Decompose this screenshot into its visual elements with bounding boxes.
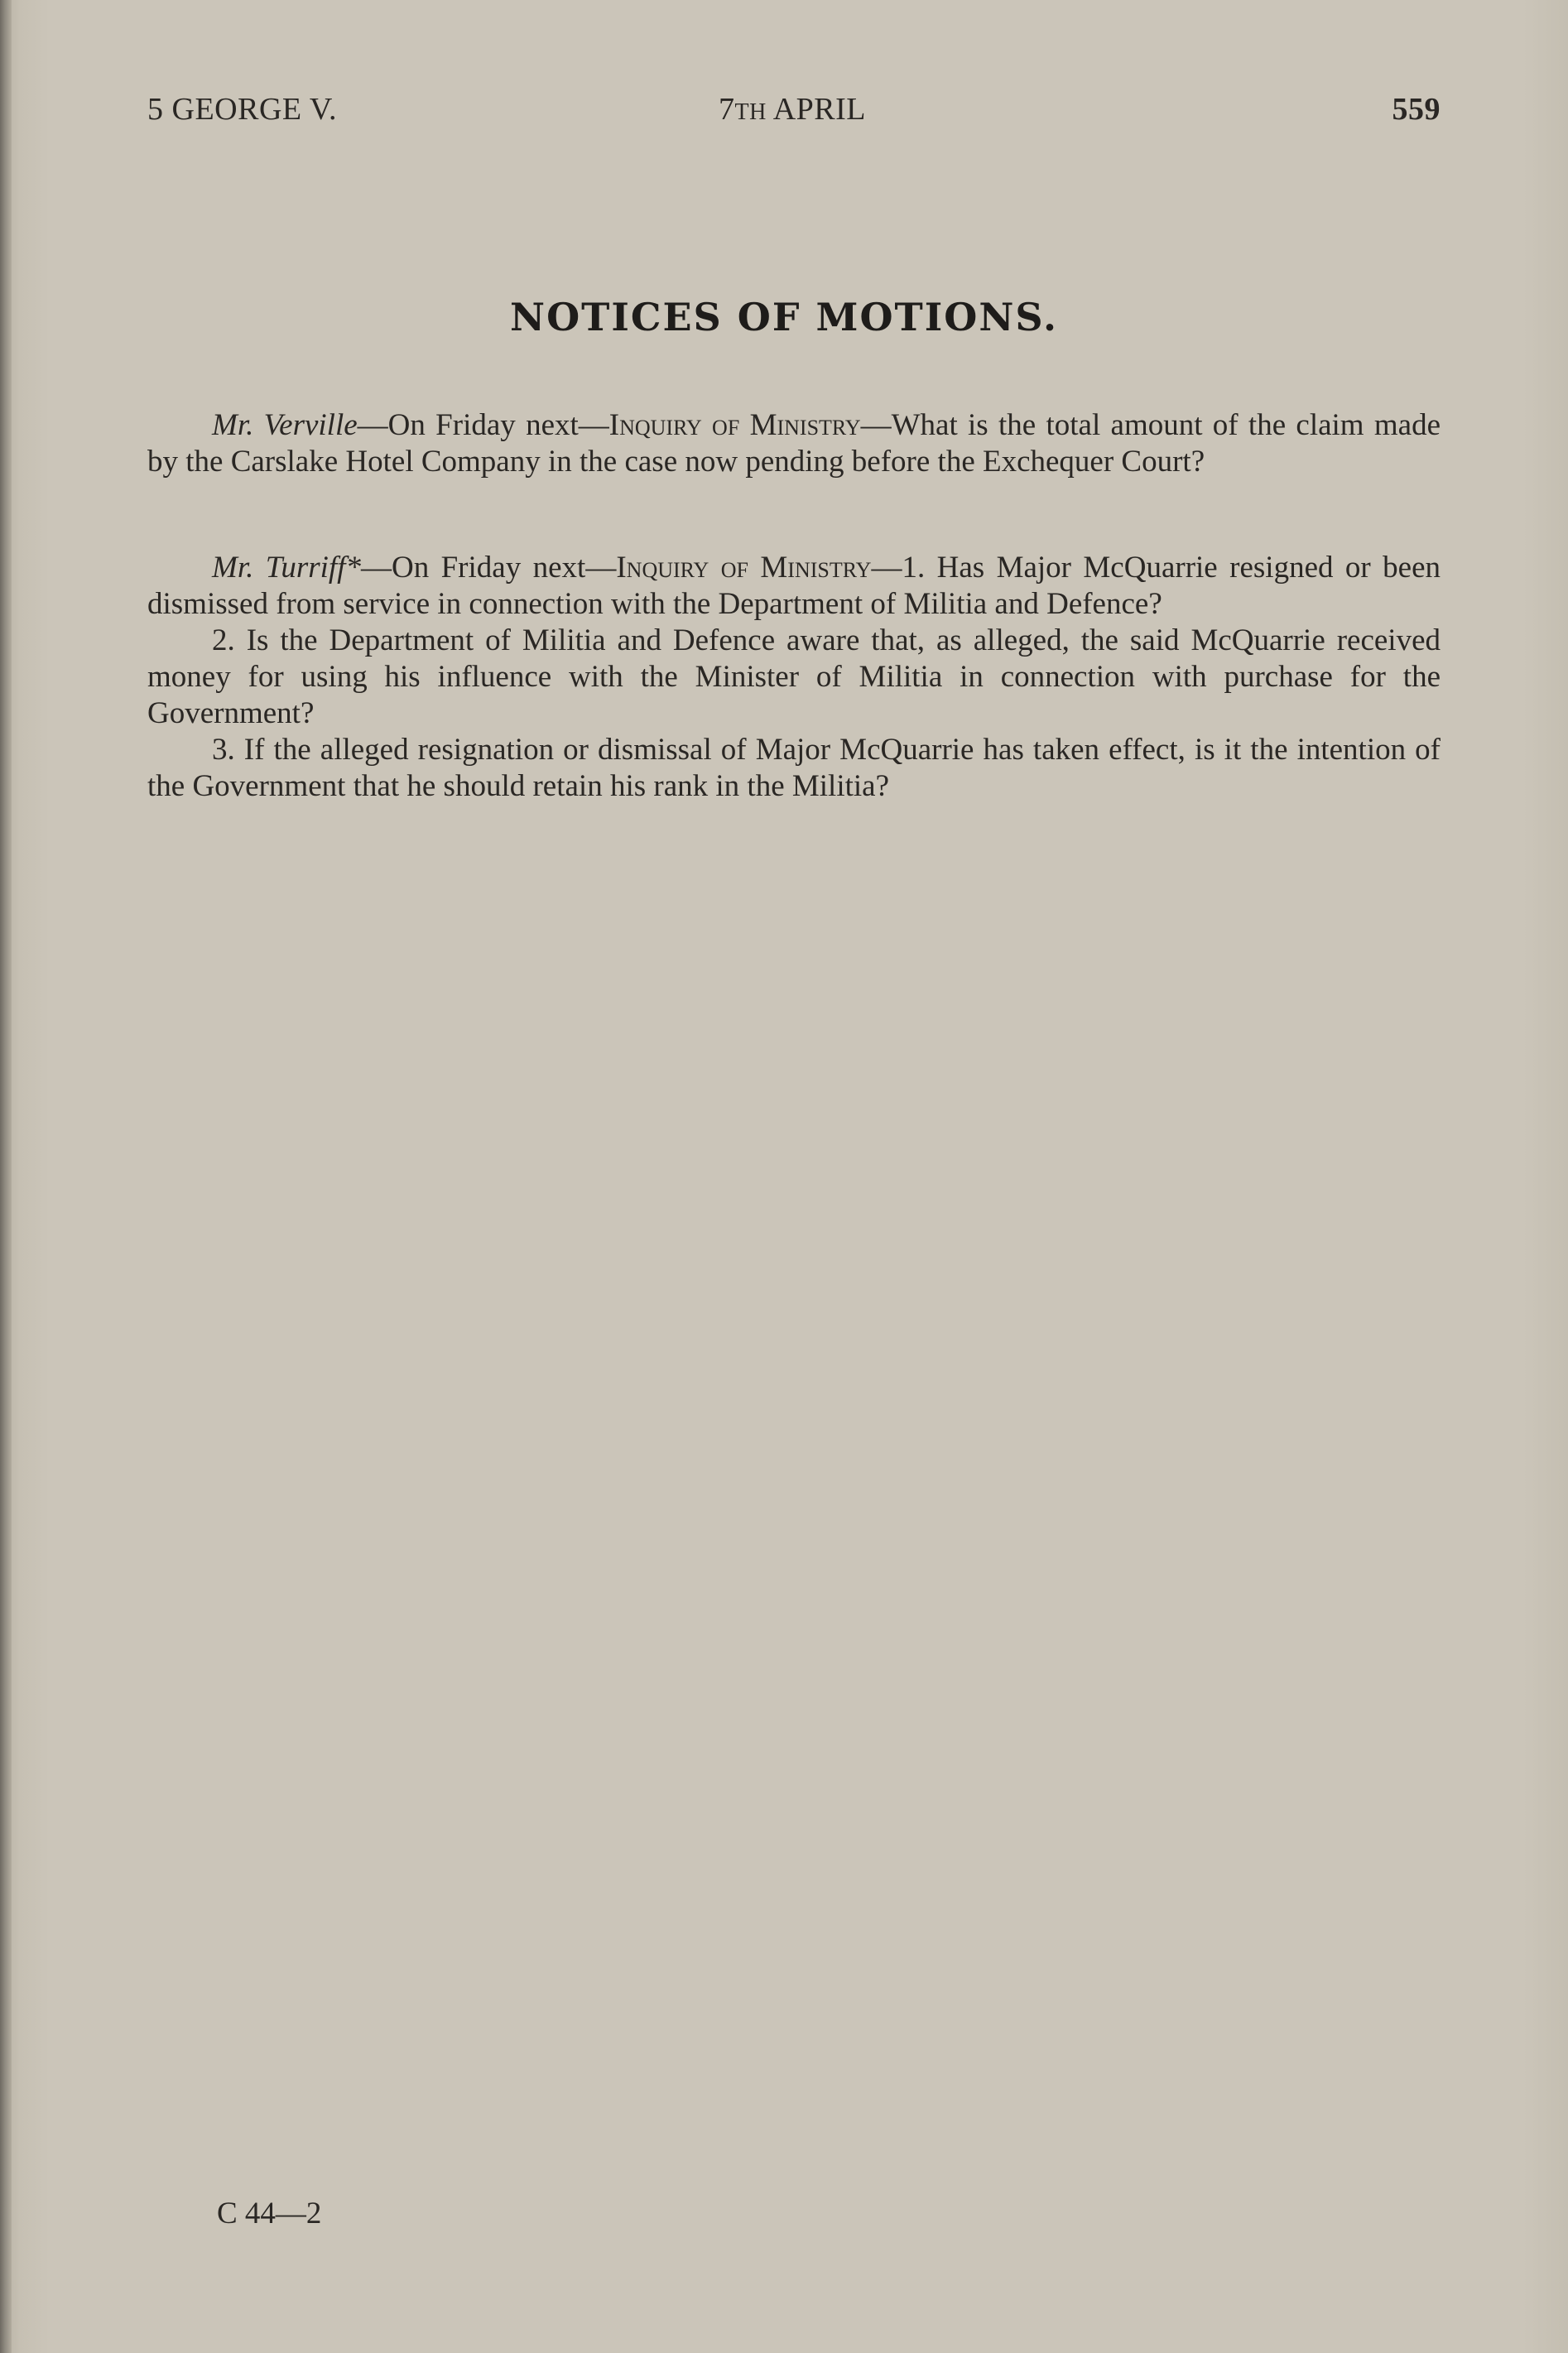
motion-text: —On Friday next— (360, 551, 617, 585)
motion-turriff (147, 550, 1441, 623)
page-number: 559 (1392, 92, 1441, 127)
book-spine-edge (0, 0, 12, 2353)
member-name: Mr. Turriff* (212, 551, 361, 585)
motion-text: —What is the total amount of the claim made by the Carslake Hotel Company in the case now pending before the Exchequer Court? (147, 408, 1441, 479)
inquiry-label: Inquiry of Ministry (608, 408, 861, 442)
header-date (719, 91, 866, 128)
motion-text: —1. Has Major McQuarrie resigned or been dismissed from service in connection with the Department of Militia and Defence? (147, 551, 1441, 621)
header-date-day: 7 (719, 92, 735, 127)
member-name: Mr. Verville (212, 408, 358, 442)
motion-turriff-question-3: 3. If the alleged resignation or dismissal of Major McQuarrie has taken effect, is it the intention of the Government that he should retain his rank in the Militia? (147, 733, 1441, 803)
header-regnal-year: 5 GEORGE V. (147, 92, 337, 127)
signature-mark: C 44—2 (217, 2197, 322, 2230)
page-title: NOTICES OF MOTIONS. (510, 295, 1058, 339)
notices-body (147, 407, 1441, 805)
inquiry-label: Inquiry of Ministry (616, 551, 872, 585)
running-header (147, 83, 1441, 132)
motion-verville (147, 407, 1441, 480)
motion-text: —On Friday next— (357, 408, 609, 442)
motion-turriff-question-2: 2. Is the Department of Militia and Defence aware that, as alleged, the said McQuarrie received money for using his influence with the Minister of Militia in connection with purchase for the Government? (147, 623, 1441, 730)
header-date-suffix: TH (734, 99, 767, 125)
header-date-month: APRIL (766, 92, 867, 127)
